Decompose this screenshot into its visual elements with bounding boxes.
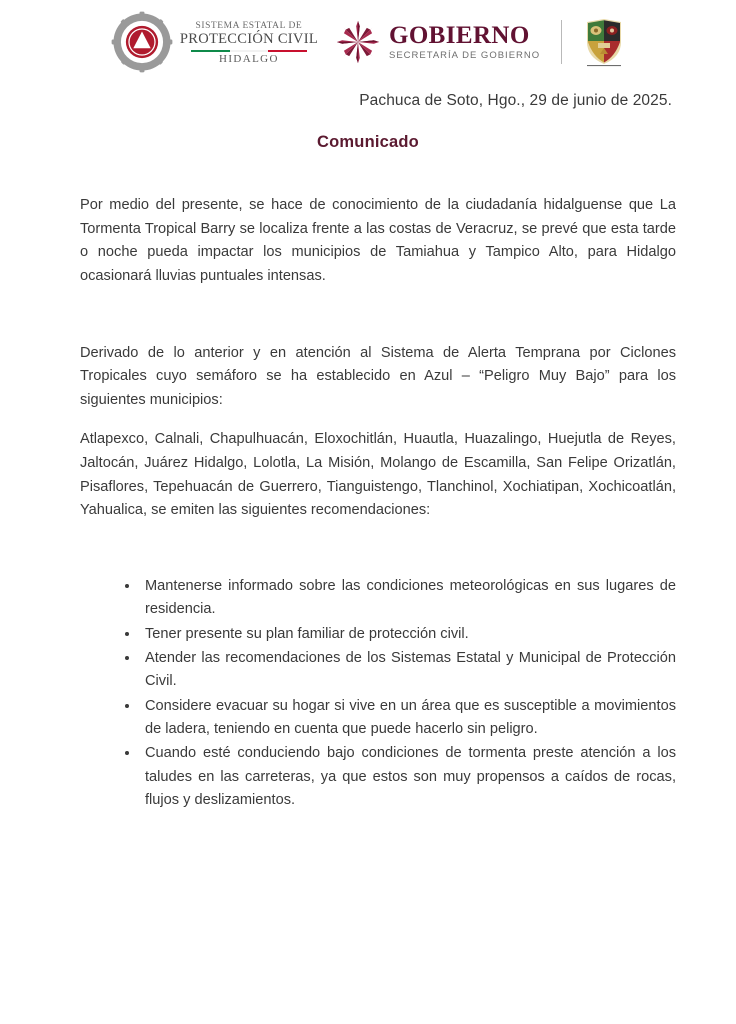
paragraph-municipalities: Atlapexco, Calnali, Chapulhuacán, Eloxochitlán, Huautla, Huazalingo, Huejutla de Reyes, Jaltocán, Juárez Hidalgo, Lolotla, La Misión, Molango de Escamilla, San Felipe Orizatlán, Pisaflores, Tepehuacán de Guerrero, Tianguistengo, Tlanchinol, Xochiatipan, Xochicoatlán, Yahualica, se emiten las siguientes recomendaciones: — [80, 431, 676, 519]
paragraph-alert-system: Derivado de lo anterior y en atención al Sistema de Alerta Temprana por Ciclones Tropicales cuyo semáforo se ha establecido en Azul – “Peligro Muy Bajo” para los siguientes municipios: — [80, 344, 676, 408]
gobierno-branding — [336, 17, 625, 67]
page-title: Comunicado — [317, 133, 419, 151]
gobierno-star-icon — [336, 20, 380, 64]
proteccion-civil-logo-icon — [111, 11, 173, 73]
gobierno-subtitle: SECRETARÍA DE GOBIERNO — [388, 50, 541, 62]
header-divider — [561, 20, 562, 64]
pc-line-2: PROTECCIÓN CIVIL — [179, 30, 318, 47]
document-header — [0, 0, 736, 76]
list-item: Atender las recomendaciones de los Sistemas Estatal y Municipal de Protección Civil. — [125, 647, 676, 694]
gobierno-title: GOBIERNO — [388, 22, 530, 50]
mexican-tricolor-rule — [191, 50, 307, 52]
proteccion-civil-branding — [111, 11, 318, 73]
list-item: Cuando esté conduciendo bajo condiciones de tormenta preste atención a los taludes en las carreteras, ya que estos son muy propensos a caídos de rocas, flujos y deslizamientos. — [125, 742, 676, 812]
list-item: Considere evacuar su hogar si vive en un área que es susceptible a movimientos de ladera, teniendo en cuenta que puede hacerlo sin peligro. — [125, 695, 676, 742]
proteccion-civil-wordmark — [180, 19, 318, 66]
pc-line-1: SISTEMA ESTATAL DE — [195, 20, 303, 31]
list-item: Tener presente su plan familiar de protección civil. — [125, 623, 676, 646]
date-line: Pachuca de Soto, Hgo., 29 de junio de 2025. — [359, 92, 672, 109]
spacer — [80, 289, 676, 342]
gobierno-wordmark — [389, 23, 540, 61]
pc-line-3: HIDALGO — [218, 52, 279, 65]
spacer — [80, 523, 676, 575]
list-item: Mantenerse informado sobre las condiciones meteorológicas en sus lugares de residencia. — [125, 575, 676, 622]
recommendations-list — [80, 575, 676, 812]
spacer — [80, 412, 676, 428]
hidalgo-coat-of-arms-icon — [583, 17, 625, 67]
paragraph-intro: Por medio del presente, se hace de conocimiento de la ciudadanía hidalguense que La Tormenta Tropical Barry se localiza frente a las costas de Veracruz, se prevé que esta tarde o noche pueda impactar los municipios de Tamiahua y Tampico Alto, para Hidalgo ocasionará lluvias puntuales intensas. — [80, 197, 676, 284]
document-body — [0, 194, 736, 812]
